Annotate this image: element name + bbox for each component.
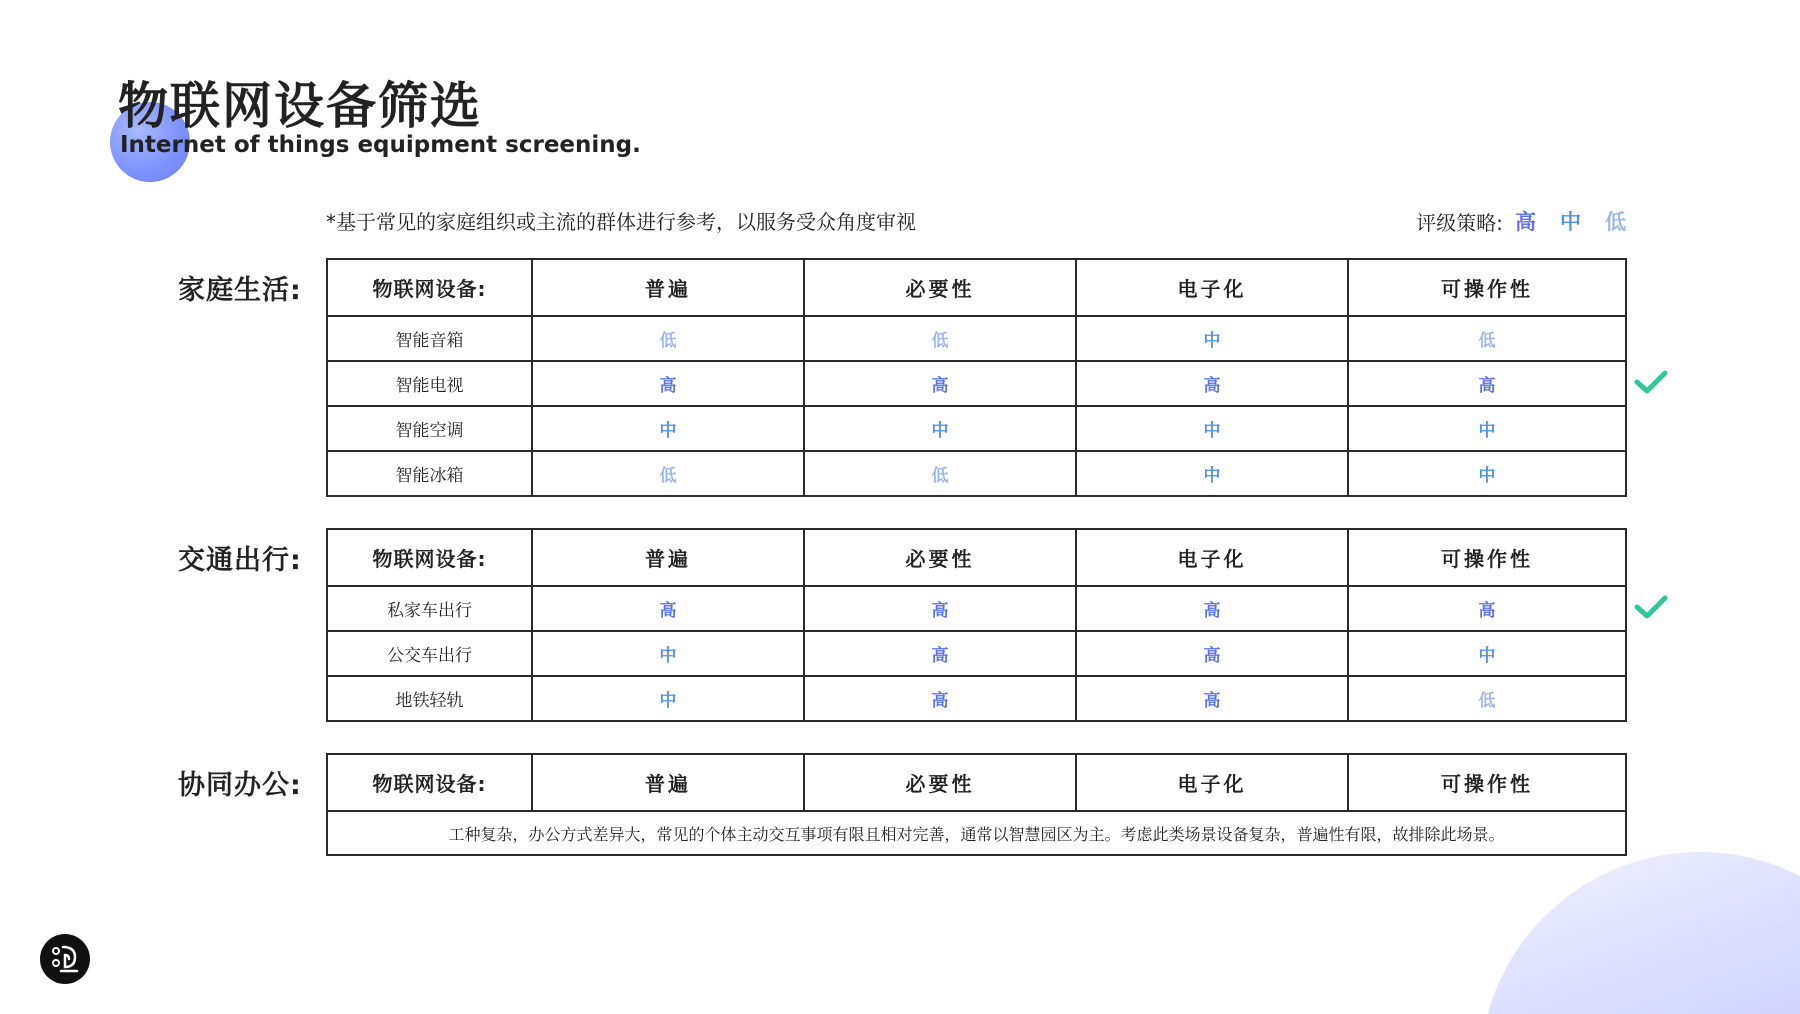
rating-cell: 高 [1076, 586, 1348, 631]
logo-icon [40, 934, 90, 984]
device-name: 地铁轻轨 [327, 676, 532, 721]
rating-cell: 高 [804, 631, 1076, 676]
table-header-row [327, 754, 1626, 811]
logo-mark [47, 941, 83, 977]
rating-cell: 高 [804, 586, 1076, 631]
table-header-row [327, 259, 1626, 316]
rating-cell: 高 [532, 361, 804, 406]
device-name: 智能电视 [327, 361, 532, 406]
table-row [327, 316, 1626, 361]
page-subtitle: Internet of things equipment screening. [120, 132, 641, 158]
section-label-home: 家庭生活: [178, 275, 302, 306]
col-header-universality: 普遍 [532, 259, 804, 316]
rating-cell: 中 [1076, 316, 1348, 361]
rating-cell: 高 [804, 361, 1076, 406]
rating-cell: 低 [1348, 676, 1626, 721]
rating-cell: 低 [804, 451, 1076, 496]
col-header-necessity: 必要性 [804, 754, 1076, 811]
col-header-universality: 普遍 [532, 529, 804, 586]
col-header-digitization: 电子化 [1076, 754, 1348, 811]
rating-cell: 中 [532, 676, 804, 721]
col-header-universality: 普遍 [532, 754, 804, 811]
table-row [327, 406, 1626, 451]
rating-cell: 中 [1076, 406, 1348, 451]
rating-legend [1416, 206, 1626, 236]
exclusion-description: 工种复杂，办公方式差异大，常见的个体主动交互事项有限且相对完善，通常以智慧园区为主。考虑此类场景设备复杂，普遍性有限，故排除此场景。 [327, 811, 1626, 855]
device-name: 私家车出行 [327, 586, 532, 631]
legend-label: 评级策略: [1416, 210, 1503, 235]
section-label-transport: 交通出行: [178, 545, 302, 576]
col-header-digitization: 电子化 [1076, 259, 1348, 316]
rating-cell: 低 [532, 316, 804, 361]
col-header-device: 物联网设备: [327, 754, 532, 811]
section-label-office: 协同办公: [178, 770, 302, 801]
rating-cell: 低 [532, 451, 804, 496]
reference-note: *基于常见的家庭组织或主流的群体进行参考，以服务受众角度审视 [326, 210, 916, 234]
table-row [327, 451, 1626, 496]
col-header-digitization: 电子化 [1076, 529, 1348, 586]
col-header-device: 物联网设备: [327, 529, 532, 586]
rating-cell: 高 [804, 676, 1076, 721]
rating-cell: 中 [1076, 451, 1348, 496]
col-header-operability: 可操作性 [1348, 529, 1626, 586]
table-home [326, 258, 1627, 497]
rating-cell: 中 [532, 631, 804, 676]
rating-cell: 中 [532, 406, 804, 451]
table-row [327, 631, 1626, 676]
device-name: 公交车出行 [327, 631, 532, 676]
rating-cell: 低 [804, 316, 1076, 361]
check-icon [1634, 595, 1668, 619]
rating-cell: 高 [1348, 586, 1626, 631]
legend-high: 高 [1515, 210, 1536, 234]
rating-cell: 高 [1076, 676, 1348, 721]
rating-cell: 低 [1348, 316, 1626, 361]
rating-cell: 中 [804, 406, 1076, 451]
table-transport [326, 528, 1627, 722]
device-name: 智能空调 [327, 406, 532, 451]
col-header-device: 物联网设备: [327, 259, 532, 316]
page-title: 物联网设备筛选 [118, 77, 482, 135]
table-header-row [327, 529, 1626, 586]
check-icon [1634, 370, 1668, 394]
table-row [327, 586, 1626, 631]
rating-cell: 高 [532, 586, 804, 631]
decorative-corner-shape [1480, 852, 1800, 1014]
device-name: 智能音箱 [327, 316, 532, 361]
table-office [326, 753, 1627, 856]
col-header-operability: 可操作性 [1348, 259, 1626, 316]
legend-mid: 中 [1560, 210, 1581, 234]
rating-cell: 高 [1348, 361, 1626, 406]
rating-cell: 中 [1348, 451, 1626, 496]
col-header-operability: 可操作性 [1348, 754, 1626, 811]
rating-cell: 高 [1076, 631, 1348, 676]
legend-low: 低 [1605, 210, 1626, 234]
rating-cell: 中 [1348, 406, 1626, 451]
table-row [327, 361, 1626, 406]
table-row [327, 811, 1626, 855]
device-name: 智能冰箱 [327, 451, 532, 496]
table-row [327, 676, 1626, 721]
rating-cell: 高 [1076, 361, 1348, 406]
rating-cell: 中 [1348, 631, 1626, 676]
col-header-necessity: 必要性 [804, 259, 1076, 316]
col-header-necessity: 必要性 [804, 529, 1076, 586]
